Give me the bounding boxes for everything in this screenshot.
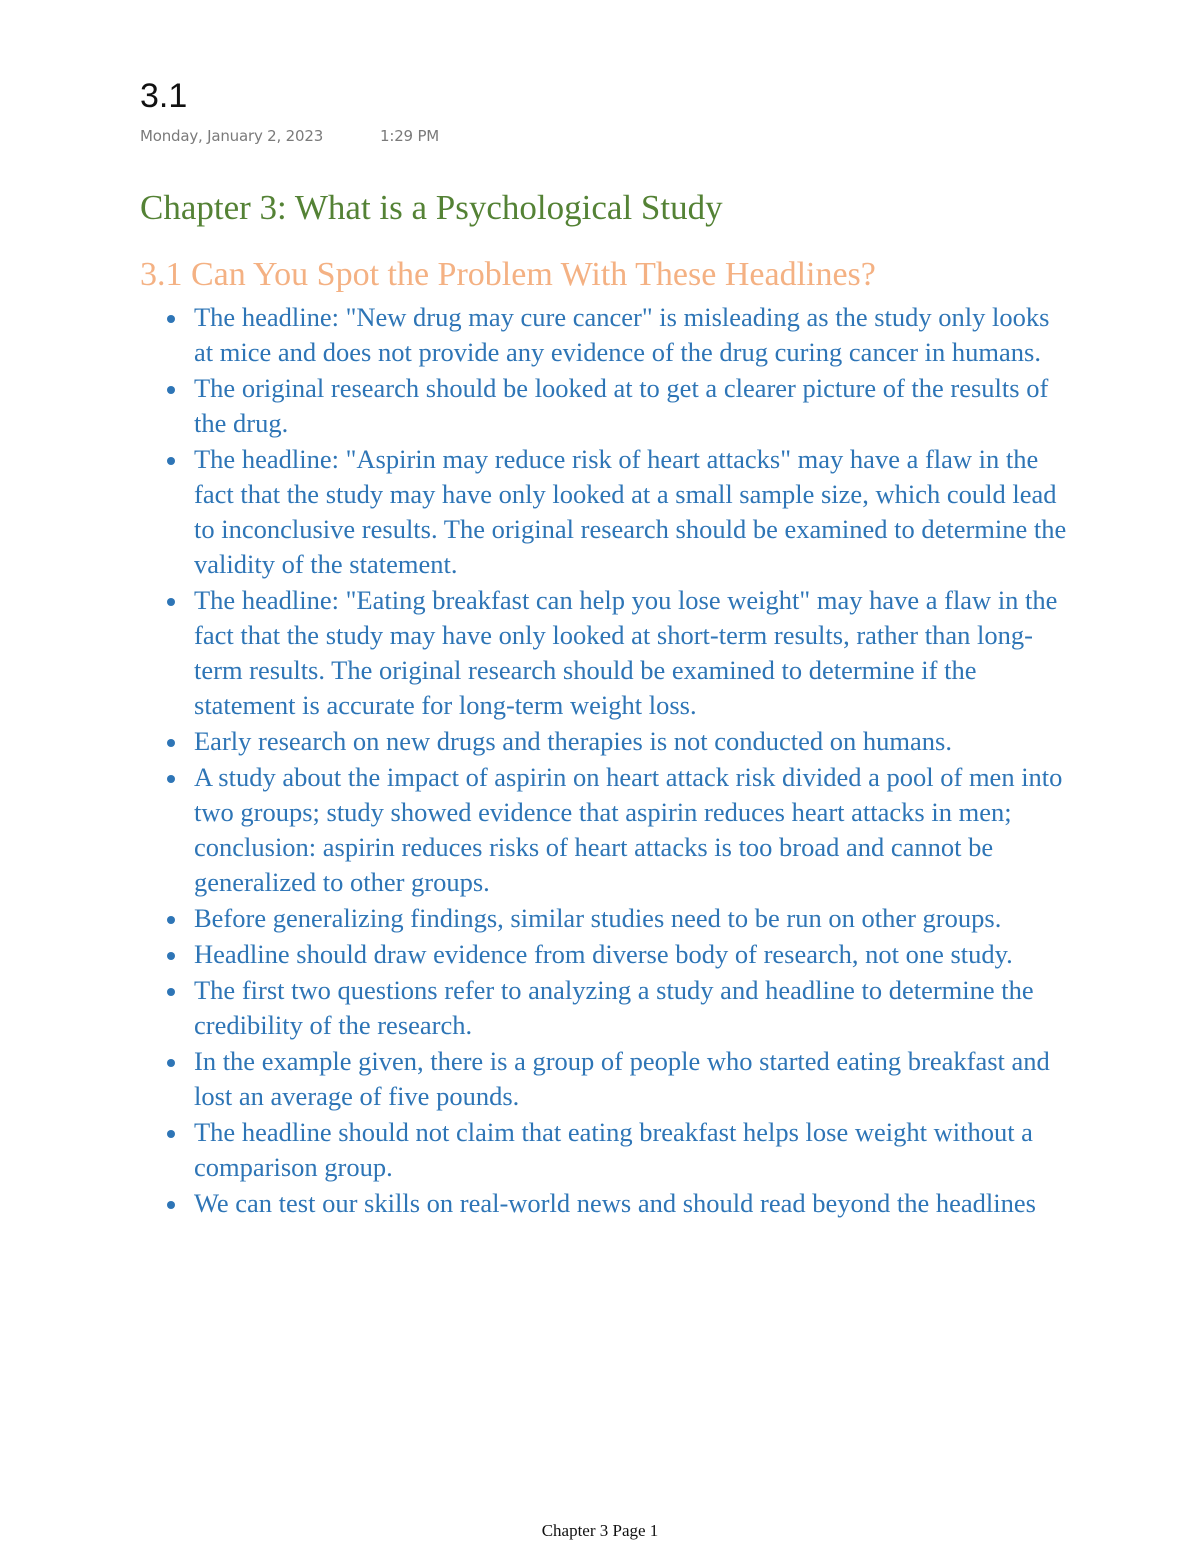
list-item-text: The headline should not claim that eating breakfast helps lose weight without a comparison group. — [194, 1117, 1033, 1182]
list-item-text: A study about the impact of aspirin on heart attack risk divided a pool of men into two groups; study showed evidence that aspirin reduces heart attacks in men; conclusion: aspirin reduces risks of heart attacks is too broad and cannot be generalized to other groups. — [194, 762, 1063, 897]
list-item[interactable] — [140, 937, 1070, 972]
list-item[interactable] — [140, 300, 1070, 370]
list-item-text: In the example given, there is a group of people who started eating breakfast and lost an average of five pounds. — [194, 1046, 1050, 1111]
list-item[interactable] — [140, 371, 1070, 441]
bullet-icon — [167, 775, 175, 783]
bullet-list — [140, 300, 1070, 1222]
chapter-heading[interactable]: Chapter 3: What is a Psychological Study — [140, 188, 723, 227]
list-item-text: We can test our skills on real-world news and should read beyond the headlines — [194, 1188, 1036, 1218]
list-item-text: The original research should be looked at to get a clearer picture of the results of the drug. — [194, 373, 1049, 438]
section-heading[interactable]: 3.1 Can You Spot the Problem With These Headlines? — [140, 256, 876, 293]
bullet-icon — [167, 739, 175, 747]
list-item[interactable] — [140, 760, 1070, 900]
list-item-text: The headline: "Eating breakfast can help you lose weight" may have a flaw in the fact that the study may have only looked at short-term results, rather than long-term results. The original research should be examined to determine if the statement is accurate for long-term weight loss. — [194, 585, 1058, 720]
note-title[interactable]: 3.1 — [140, 77, 188, 115]
bullet-icon — [167, 952, 175, 960]
list-item-text: Headline should draw evidence from diverse body of research, not one study. — [194, 939, 1013, 969]
note-time: 1:29 PM — [380, 127, 440, 145]
list-item-text: Before generalizing findings, similar studies need to be run on other groups. — [194, 903, 1002, 933]
list-item[interactable] — [140, 973, 1070, 1043]
list-item-text: Early research on new drugs and therapies is not conducted on humans. — [194, 726, 952, 756]
list-item-text: The headline: "New drug may cure cancer" is misleading as the study only looks at mice and does not provide any evidence of the drug curing cancer in humans. — [194, 302, 1050, 367]
bullet-icon — [167, 988, 175, 996]
list-item[interactable] — [140, 724, 1070, 759]
list-item[interactable] — [140, 1044, 1070, 1114]
list-item[interactable] — [140, 442, 1070, 582]
list-item[interactable] — [140, 1186, 1070, 1221]
list-item-text: The headline: "Aspirin may reduce risk of heart attacks" may have a flaw in the fact that the study may have only looked at a small sample size, which could lead to inconclusive results. The original research should be examined to determine the validity of the statement. — [194, 444, 1067, 579]
list-item-text: The first two questions refer to analyzing a study and headline to determine the credibility of the research. — [194, 975, 1034, 1040]
list-item[interactable] — [140, 1115, 1070, 1185]
bullet-icon — [167, 916, 175, 924]
bullet-icon — [167, 457, 175, 465]
bullet-icon — [167, 1201, 175, 1209]
list-item[interactable] — [140, 901, 1070, 936]
note-date: Monday, January 2, 2023 — [140, 127, 324, 145]
bullet-icon — [167, 1059, 175, 1067]
bullet-icon — [167, 386, 175, 394]
bullet-icon — [167, 598, 175, 606]
bullet-icon — [167, 315, 175, 323]
bullet-icon — [167, 1130, 175, 1138]
page-footer: Chapter 3 Page 1 — [541, 1521, 659, 1540]
note-meta — [140, 126, 440, 146]
list-item[interactable] — [140, 583, 1070, 723]
